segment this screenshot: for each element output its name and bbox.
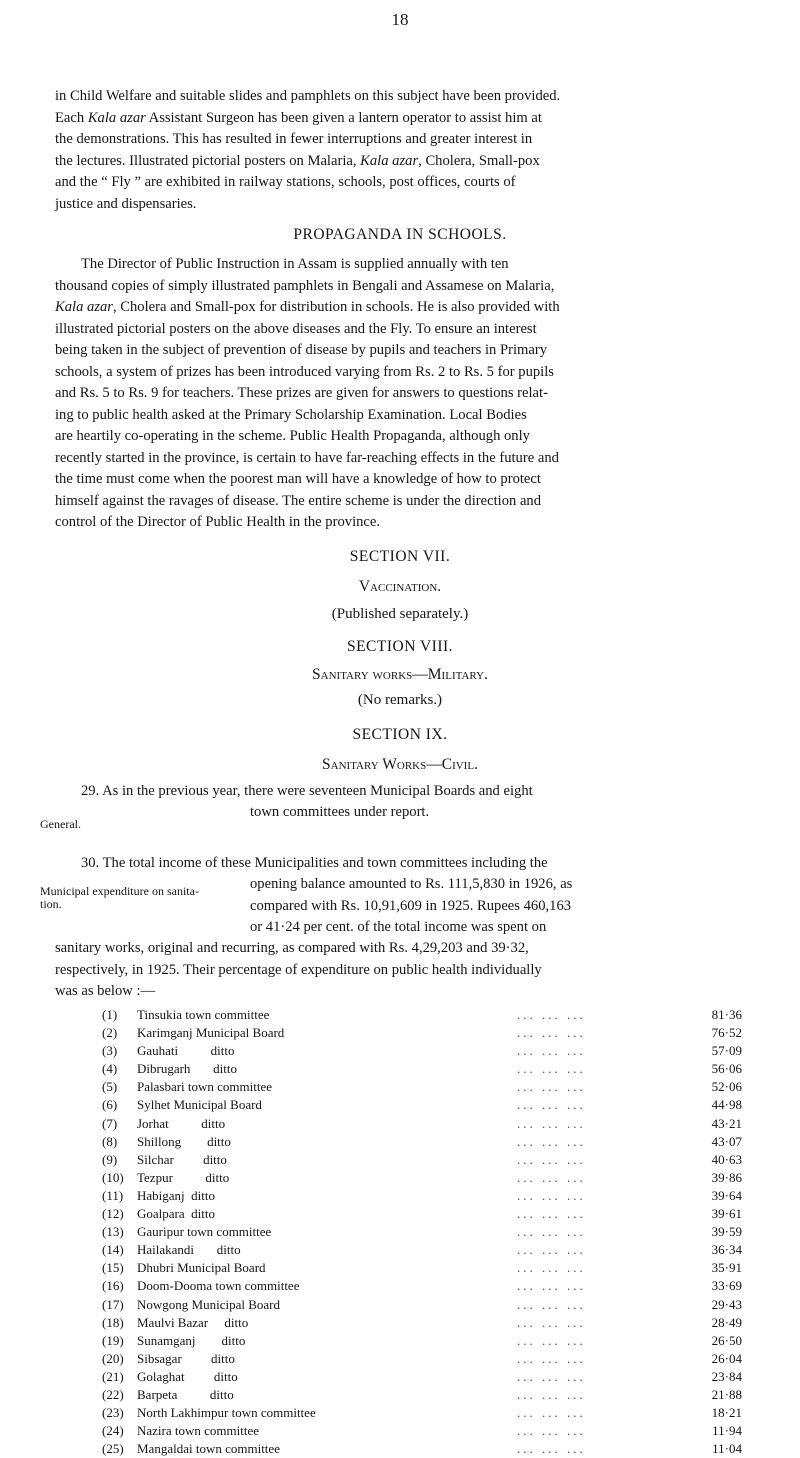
row-name: Doom-Dooma town committee xyxy=(137,1278,300,1294)
row-name: Hailakandi ditto xyxy=(137,1242,241,1258)
dot-leader: ... ... ... xyxy=(517,1079,586,1095)
section-viii-note: (No remarks.) xyxy=(357,692,443,708)
expenditure-table xyxy=(102,1006,742,1458)
dot-leader: ... ... ... xyxy=(517,1007,586,1022)
paragraph-30-hanging xyxy=(250,874,760,939)
section-ix-title: Sanitary Works—Civil. xyxy=(322,756,478,773)
table-row xyxy=(102,1277,742,1295)
row-number: (1) xyxy=(102,1007,118,1022)
dot-leader: ... ... ... xyxy=(517,1441,586,1457)
text-line: was as below :— xyxy=(55,983,156,999)
text-line: control of the Director of Public Health in the province. xyxy=(55,514,381,530)
table-row xyxy=(102,1078,742,1096)
margin-note-line: tion. xyxy=(40,897,62,911)
row-number: (18) xyxy=(102,1314,124,1330)
row-value: 29·43 xyxy=(711,1296,742,1312)
section-vii-heading: SECTION VII. xyxy=(349,548,451,565)
dot-leader: ... ... ... xyxy=(517,1043,586,1059)
margin-note-municipal xyxy=(40,885,199,911)
table-row xyxy=(102,1006,742,1024)
page-number: 18 xyxy=(391,10,409,29)
table-row xyxy=(102,1133,742,1151)
section-vii-title: Vaccination. xyxy=(358,578,442,595)
dot-leader: ... ... ... xyxy=(517,1097,586,1113)
table-row xyxy=(102,1422,742,1440)
dot-leader: ... ... ... xyxy=(517,1115,586,1131)
row-value: 11·04 xyxy=(712,1441,742,1457)
row-value: 43·21 xyxy=(711,1115,742,1131)
section-viii-title: Sanitary works—Military. xyxy=(312,666,488,683)
dot-leader: ... ... ... xyxy=(517,1151,586,1167)
row-number: (9) xyxy=(102,1151,118,1167)
row-value: 76·52 xyxy=(711,1025,742,1041)
text-line: sanitary works, original and recurring, as compared with Rs. 4,29,203 and 39·32, xyxy=(55,940,529,956)
table-row xyxy=(102,1060,742,1078)
propaganda-heading: PROPAGANDA IN SCHOOLS. xyxy=(293,226,507,243)
paragraph-30-continued xyxy=(55,938,760,1003)
dot-leader: ... ... ... xyxy=(517,1278,586,1294)
row-number: (15) xyxy=(102,1260,124,1276)
paragraph-29 xyxy=(55,781,760,803)
intro-paragraph xyxy=(55,86,760,215)
row-name: Gauhati ditto xyxy=(137,1043,235,1059)
table-row xyxy=(102,1024,742,1042)
row-name: Barpeta ditto xyxy=(137,1386,234,1402)
row-name: Habiganj ditto xyxy=(137,1187,215,1203)
row-number: (23) xyxy=(102,1405,124,1421)
text-line: ing to public health asked at the Primary Scholarship Examination. Local Bodies xyxy=(55,406,527,423)
dot-leader: ... ... ... xyxy=(517,1368,586,1384)
table-row xyxy=(102,1440,742,1458)
row-name: Maulvi Bazar ditto xyxy=(137,1314,249,1330)
row-value: 39·59 xyxy=(711,1224,742,1240)
dot-leader: ... ... ... xyxy=(517,1187,586,1203)
row-value: 18·21 xyxy=(711,1405,742,1421)
table-row xyxy=(102,1096,742,1114)
dot-leader: ... ... ... xyxy=(517,1025,586,1041)
table-row xyxy=(102,1223,742,1241)
row-name: Palasbari town committee xyxy=(137,1079,273,1095)
row-value: 33·69 xyxy=(711,1278,742,1294)
text-line: respectively, in 1925. Their percentage of expenditure on public health individually xyxy=(55,961,542,978)
text-line: 29. As in the previous year, there were seventeen Municipal Boards and eight xyxy=(81,783,533,799)
table-row xyxy=(102,1314,742,1332)
row-number: (5) xyxy=(102,1079,118,1095)
dot-leader: ... ... ... xyxy=(517,1332,586,1348)
table-row xyxy=(102,1042,742,1060)
row-value: 35·91 xyxy=(711,1260,742,1276)
section-ix-heading: SECTION IX. xyxy=(352,726,448,743)
dot-leader: ... ... ... xyxy=(517,1314,586,1330)
row-value: 52·06 xyxy=(711,1079,742,1095)
row-number: (25) xyxy=(102,1441,124,1457)
table-row xyxy=(102,1296,742,1314)
row-number: (14) xyxy=(102,1242,124,1258)
text-line: himself against the ravages of disease. The entire scheme is under the direction and xyxy=(55,492,542,509)
row-value: 26·50 xyxy=(711,1332,742,1348)
row-number: (2) xyxy=(102,1025,118,1041)
section-viii-heading: SECTION VIII. xyxy=(346,638,454,655)
row-number: (7) xyxy=(102,1115,118,1131)
row-number: (8) xyxy=(102,1133,118,1149)
text-line: recently started in the province, is certain to have far-reaching effects in the future and xyxy=(55,449,559,466)
text-line: Each Kala azar Assistant Surgeon has been given a lantern operator to assist him at xyxy=(55,109,542,126)
row-name: Mangaldai town committee xyxy=(137,1441,280,1457)
row-name: Tezpur ditto xyxy=(137,1169,230,1185)
text-line: the demonstrations. This has resulted in fewer interruptions and greater interest in xyxy=(55,131,533,147)
text-line: being taken in the subject of prevention of disease by pupils and teachers in Primary xyxy=(55,342,547,358)
dot-leader: ... ... ... xyxy=(517,1169,586,1185)
row-name: Nazira town committee xyxy=(137,1423,260,1439)
text-line: the lectures. Illustrated pictorial posters on Malaria, Kala azar, Cholera, Small-pox xyxy=(55,152,540,169)
text-line: Kala azar, Cholera and Small-pox for distribution in schools. He is also provided with xyxy=(55,299,560,315)
row-name: Goalpara ditto xyxy=(137,1206,215,1222)
table-row xyxy=(102,1386,742,1404)
row-number: (13) xyxy=(102,1224,124,1240)
text-line: illustrated pictorial posters on the above diseases and the Fly. To ensure an interest xyxy=(55,320,537,337)
row-value: 28·49 xyxy=(711,1314,742,1330)
row-value: 11·94 xyxy=(712,1423,742,1439)
row-number: (10) xyxy=(102,1169,124,1185)
margin-note-line: Municipal expenditure on sanita- xyxy=(40,884,199,898)
table-row xyxy=(102,1259,742,1277)
text-line: the time must come when the poorest man will have a knowledge of how to protect xyxy=(55,471,541,487)
text-line: are heartily co-operating in the scheme. Public Health Propaganda, although only xyxy=(55,428,530,444)
row-value: 43·07 xyxy=(711,1133,742,1149)
text-line: or 41·24 per cent. of the total income was spent on xyxy=(250,919,547,935)
row-value: 21·88 xyxy=(711,1386,742,1402)
row-name: Nowgong Municipal Board xyxy=(137,1296,280,1312)
dot-leader: ... ... ... xyxy=(517,1405,586,1421)
text-line: The Director of Public Instruction in Assam is supplied annually with ten xyxy=(81,256,509,272)
row-number: (11) xyxy=(102,1187,124,1203)
text-line: opening balance amounted to Rs. 111,5,830 in 1926, as xyxy=(250,876,573,892)
paragraph-30 xyxy=(55,853,760,875)
row-number: (17) xyxy=(102,1296,124,1312)
row-name: Dibrugarh ditto xyxy=(137,1061,238,1077)
row-name: Tinsukia town committee xyxy=(137,1007,270,1022)
row-number: (6) xyxy=(102,1097,118,1113)
row-number: (19) xyxy=(102,1332,124,1348)
row-number: (20) xyxy=(102,1350,124,1366)
dot-leader: ... ... ... xyxy=(517,1242,586,1258)
table-row xyxy=(102,1332,742,1350)
row-name: Sylhet Municipal Board xyxy=(137,1097,262,1113)
row-name: Jorhat ditto xyxy=(137,1115,226,1131)
table-row xyxy=(102,1368,742,1386)
dot-leader: ... ... ... xyxy=(517,1133,586,1149)
dot-leader: ... ... ... xyxy=(517,1260,586,1276)
text-line: and Rs. 5 to Rs. 9 for teachers. These prizes are given for answers to questions relat- xyxy=(55,385,548,401)
row-value: 40·63 xyxy=(711,1151,742,1167)
row-value: 81·36 xyxy=(711,1007,742,1022)
table-row xyxy=(102,1151,742,1169)
row-name: Dhubri Municipal Board xyxy=(137,1260,266,1276)
row-number: (21) xyxy=(102,1368,124,1384)
dot-leader: ... ... ... xyxy=(517,1224,586,1240)
dot-leader: ... ... ... xyxy=(517,1423,586,1439)
row-value: 26·04 xyxy=(711,1350,742,1366)
dot-leader: ... ... ... xyxy=(517,1296,586,1312)
row-number: (24) xyxy=(102,1423,124,1439)
margin-note-general: General. xyxy=(40,817,81,831)
row-number: (22) xyxy=(102,1386,124,1402)
table-row xyxy=(102,1241,742,1259)
table-row xyxy=(102,1404,742,1422)
table-row xyxy=(102,1350,742,1368)
text-line: 30. The total income of these Municipalities and town committees including the xyxy=(81,855,548,871)
text-line: in Child Welfare and suitable slides and pamphlets on this subject have been provided. xyxy=(55,88,561,104)
row-value: 44·98 xyxy=(711,1097,742,1113)
dot-leader: ... ... ... xyxy=(517,1350,586,1366)
table-row xyxy=(102,1169,742,1187)
table-row xyxy=(102,1115,742,1133)
row-name: Silchar ditto xyxy=(137,1151,227,1167)
section-vii-note: (Published separately.) xyxy=(331,606,469,622)
row-number: (3) xyxy=(102,1043,118,1059)
table-row xyxy=(102,1187,742,1205)
row-name: North Lakhimpur town committee xyxy=(137,1405,316,1421)
dot-leader: ... ... ... xyxy=(517,1386,586,1402)
text-line: thousand copies of simply illustrated pamphlets in Bengali and Assamese on Malaria, xyxy=(55,277,555,294)
row-value: 39·64 xyxy=(711,1187,742,1203)
row-value: 36·34 xyxy=(711,1242,742,1258)
row-name: Sunamganj ditto xyxy=(137,1332,246,1348)
dot-leader: ... ... ... xyxy=(517,1061,586,1077)
row-name: Sibsagar ditto xyxy=(137,1350,235,1366)
text-line: and the “ Fly ” are exhibited in railway stations, schools, post offices, courts of xyxy=(55,174,516,190)
row-name: Gauripur town committee xyxy=(137,1224,272,1240)
row-number: (4) xyxy=(102,1061,118,1077)
row-name: Golaghat ditto xyxy=(137,1368,238,1384)
row-name: Karimganj Municipal Board xyxy=(137,1025,285,1041)
row-number: (16) xyxy=(102,1278,124,1294)
text-line: compared with Rs. 10,91,609 in 1925. Rupees 460,163 xyxy=(250,897,572,914)
text-line: justice and dispensaries. xyxy=(55,195,197,212)
row-number: (12) xyxy=(102,1206,124,1222)
row-value: 56·06 xyxy=(711,1061,742,1077)
row-value: 23·84 xyxy=(711,1368,742,1384)
row-value: 57·09 xyxy=(711,1043,742,1059)
dot-leader: ... ... ... xyxy=(517,1206,586,1222)
row-value: 39·61 xyxy=(711,1206,742,1222)
text-line: schools, a system of prizes has been introduced varying from Rs. 2 to Rs. 5 for pupils xyxy=(55,363,554,380)
row-value: 39·86 xyxy=(711,1169,742,1185)
propaganda-paragraph xyxy=(55,254,760,534)
table-row xyxy=(102,1205,742,1223)
row-name: Shillong ditto xyxy=(137,1133,231,1149)
text-line: town committees under report. xyxy=(250,804,430,820)
